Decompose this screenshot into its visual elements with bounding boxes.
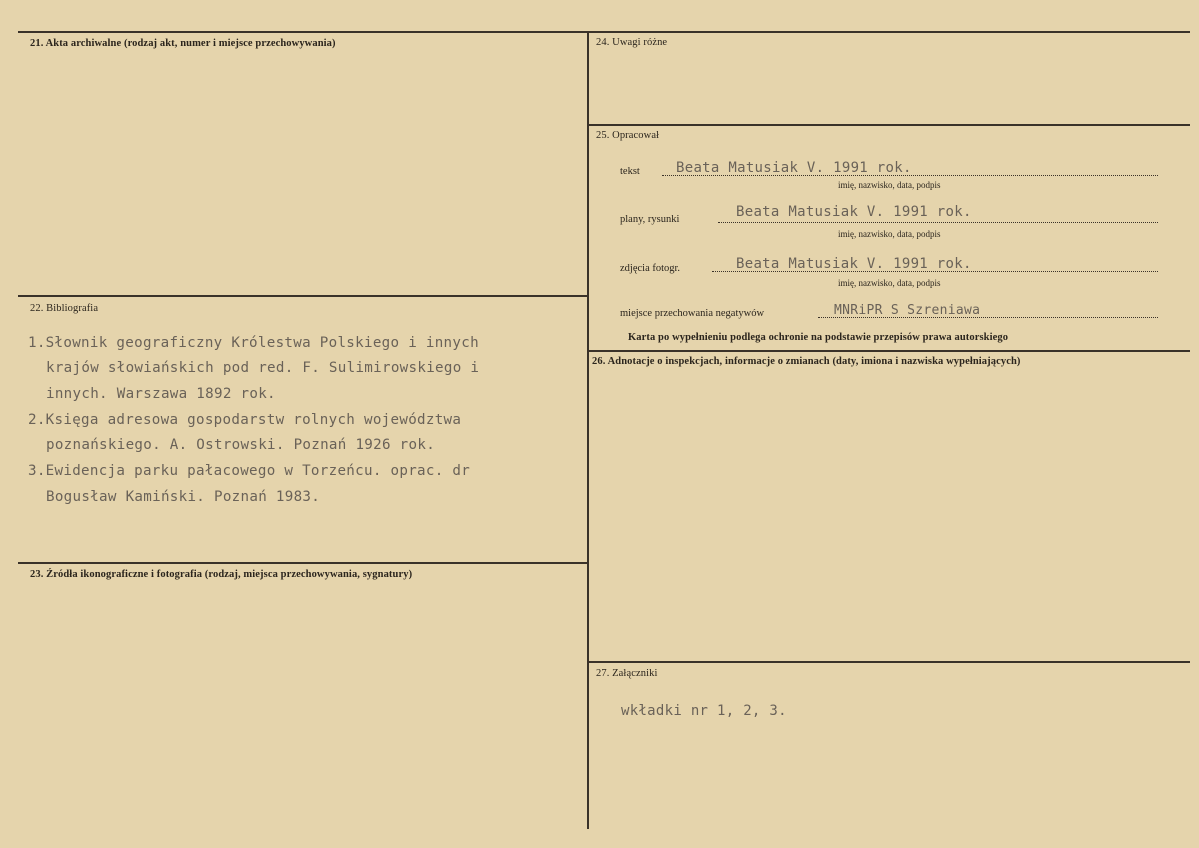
plany-hint: imię, nazwisko, data, podpis [838, 229, 941, 239]
section-22-label: 22. Bibliografia [30, 303, 99, 314]
zdjecia-value: Beata Matusiak V. 1991 rok. [736, 256, 972, 272]
center-divider [587, 31, 589, 829]
section-27-label: 27. Załączniki [596, 668, 658, 679]
plany-value: Beata Matusiak V. 1991 rok. [736, 204, 972, 220]
bibliography-entry: 3.Ewidencja parku pałacowego w Torzeńcu. oprac. dr [28, 463, 471, 479]
negatywy-label: miejsce przechowania negatywów [620, 308, 765, 319]
plany-line [718, 222, 1158, 223]
bibliography-entry: innych. Warszawa 1892 rok. [46, 386, 276, 402]
bibliography-entry: krajów słowiańskich pod red. F. Sulimirowskiego i [46, 360, 480, 376]
attachments-value: wkładki nr 1, 2, 3. [621, 703, 787, 719]
plany-label: plany, rysunki [620, 214, 680, 225]
section-23-label: 23. Źródła ikonograficzne i fotografia (rodzaj, miejsca przechowywania, sygnatury) [30, 569, 413, 580]
zdjecia-label: zdjęcia fotogr. [620, 263, 681, 274]
section-24-label: 24. Uwagi różne [596, 37, 668, 48]
tekst-hint: imię, nazwisko, data, podpis [838, 180, 941, 190]
divider-24-25 [588, 124, 1190, 126]
section-25-label: 25. Opracował [596, 130, 660, 141]
copyright-note: Karta po wypełnieniu podlega ochronie na podstawie przepisów prawa autorskiego [628, 332, 1009, 343]
bibliography-entry: poznańskiego. A. Ostrowski. Poznań 1926 rok. [46, 437, 436, 453]
divider-21-22 [18, 295, 588, 297]
bibliography-entry: 1.Słownik geograficzny Królestwa Polskiego i innych [28, 335, 479, 351]
divider-26-27 [588, 661, 1190, 663]
tekst-label: tekst [620, 166, 640, 177]
divider-22-23 [18, 562, 588, 564]
section-26-label: 26. Adnotacje o inspekcjach, informacje o zmianach (daty, imiona i nazwiska wypełniających) [592, 356, 1021, 367]
negatywy-value: MNRiPR S Szreniawa [834, 303, 981, 318]
divider-25-26 [588, 350, 1190, 352]
section-21-label: 21. Akta archiwalne (rodzaj akt, numer i miejsce przechowywania) [30, 38, 336, 49]
bibliography-entry: Bogusław Kamiński. Poznań 1983. [46, 489, 321, 505]
top-border [18, 31, 1190, 33]
bibliography-entry: 2.Księga adresowa gospodarstw rolnych województwa [28, 412, 462, 428]
tekst-value: Beata Matusiak V. 1991 rok. [676, 160, 912, 176]
zdjecia-hint: imię, nazwisko, data, podpis [838, 278, 941, 288]
